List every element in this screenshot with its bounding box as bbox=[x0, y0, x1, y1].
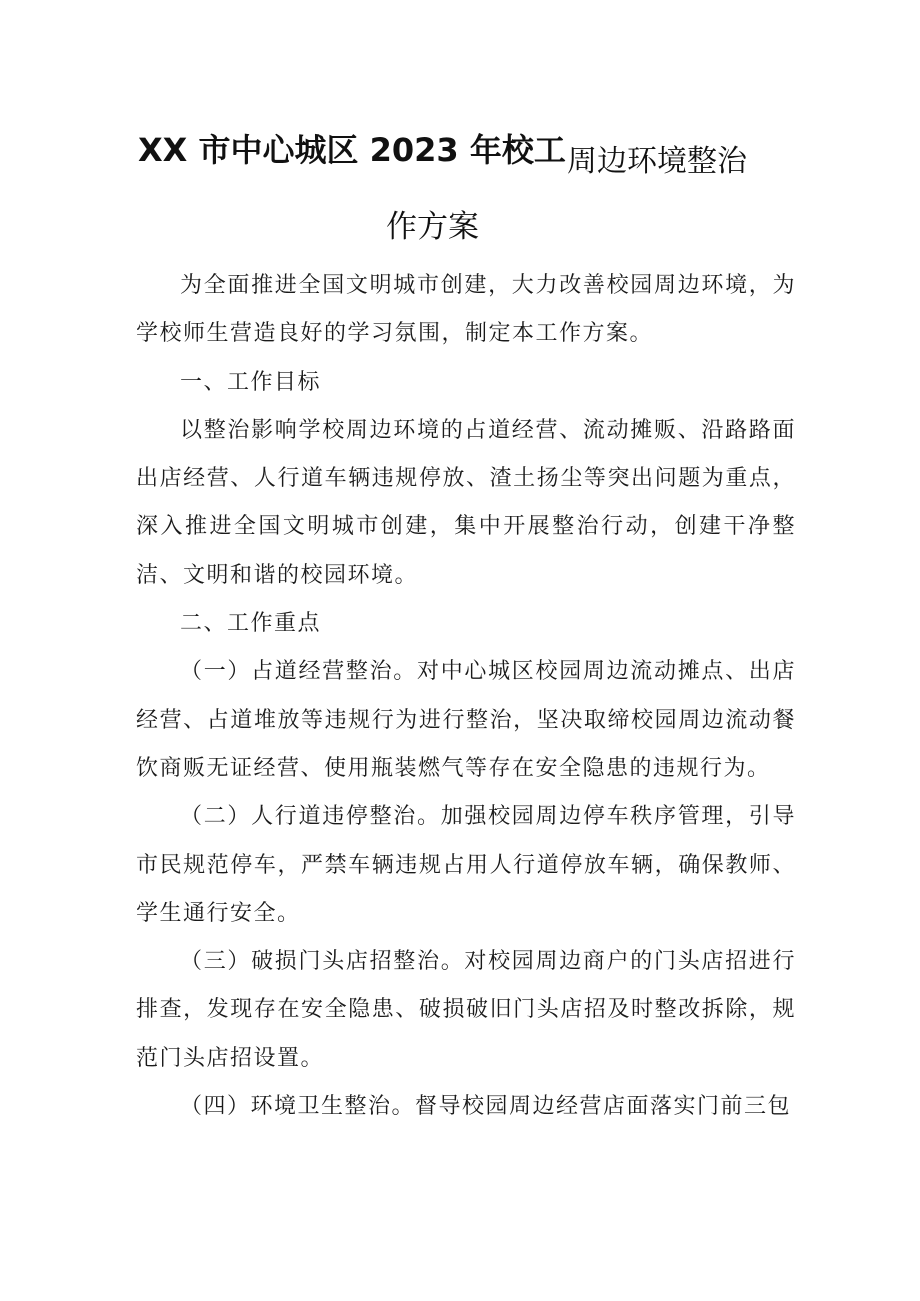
document-title-right: 周边环境整治 bbox=[567, 144, 747, 179]
paragraph-intro: 为全面推进全国文明城市创建，大力改善校园周边环境，为学校师生营造良好的学习氛围，制定本工作方案。 bbox=[136, 273, 796, 347]
document-title-left: XX 市中心城区 2023 年校工 bbox=[138, 131, 566, 169]
document-title-line2: 作方案 bbox=[386, 209, 479, 245]
paragraph-focus-4: （四）环境卫生整治。督导校园周边经营店面落实门前三包 bbox=[180, 1094, 792, 1120]
paragraph-goals: 以整治影响学校周边环境的占道经营、流动摊贩、沿路路面出店经营、人行道车辆违规停放、渣土扬尘等突出问题为重点，深入推进全国文明城市创建，集中开展整治行动，创建干净整洁、文明和谐的校园环境。 bbox=[136, 417, 796, 588]
section-heading-goals: 一、工作目标 bbox=[180, 369, 322, 395]
document-body bbox=[136, 262, 796, 1131]
paragraph-focus-3: （三）破损门头店招整治。对校园周边商户的门头店招进行排查，发现存在安全隐患、破损破旧门头店招及时整改拆除，规范门头店招设置。 bbox=[136, 949, 796, 1071]
section-heading-focus: 二、工作重点 bbox=[180, 611, 322, 637]
paragraph-focus-1: （一）占道经营整治。对中心城区校园周边流动摊点、出店经营、占道堆放等违规行为进行整治，坚决取缔校园周边流动餐饮商贩无证经营、使用瓶装燃气等存在安全隐患的违规行为。 bbox=[136, 659, 796, 781]
paragraph-focus-2: （二）人行道违停整治。加强校园周边停车秩序管理，引导市民规范停车，严禁车辆违规占用人行道停放车辆，确保教师、学生通行安全。 bbox=[136, 804, 796, 926]
